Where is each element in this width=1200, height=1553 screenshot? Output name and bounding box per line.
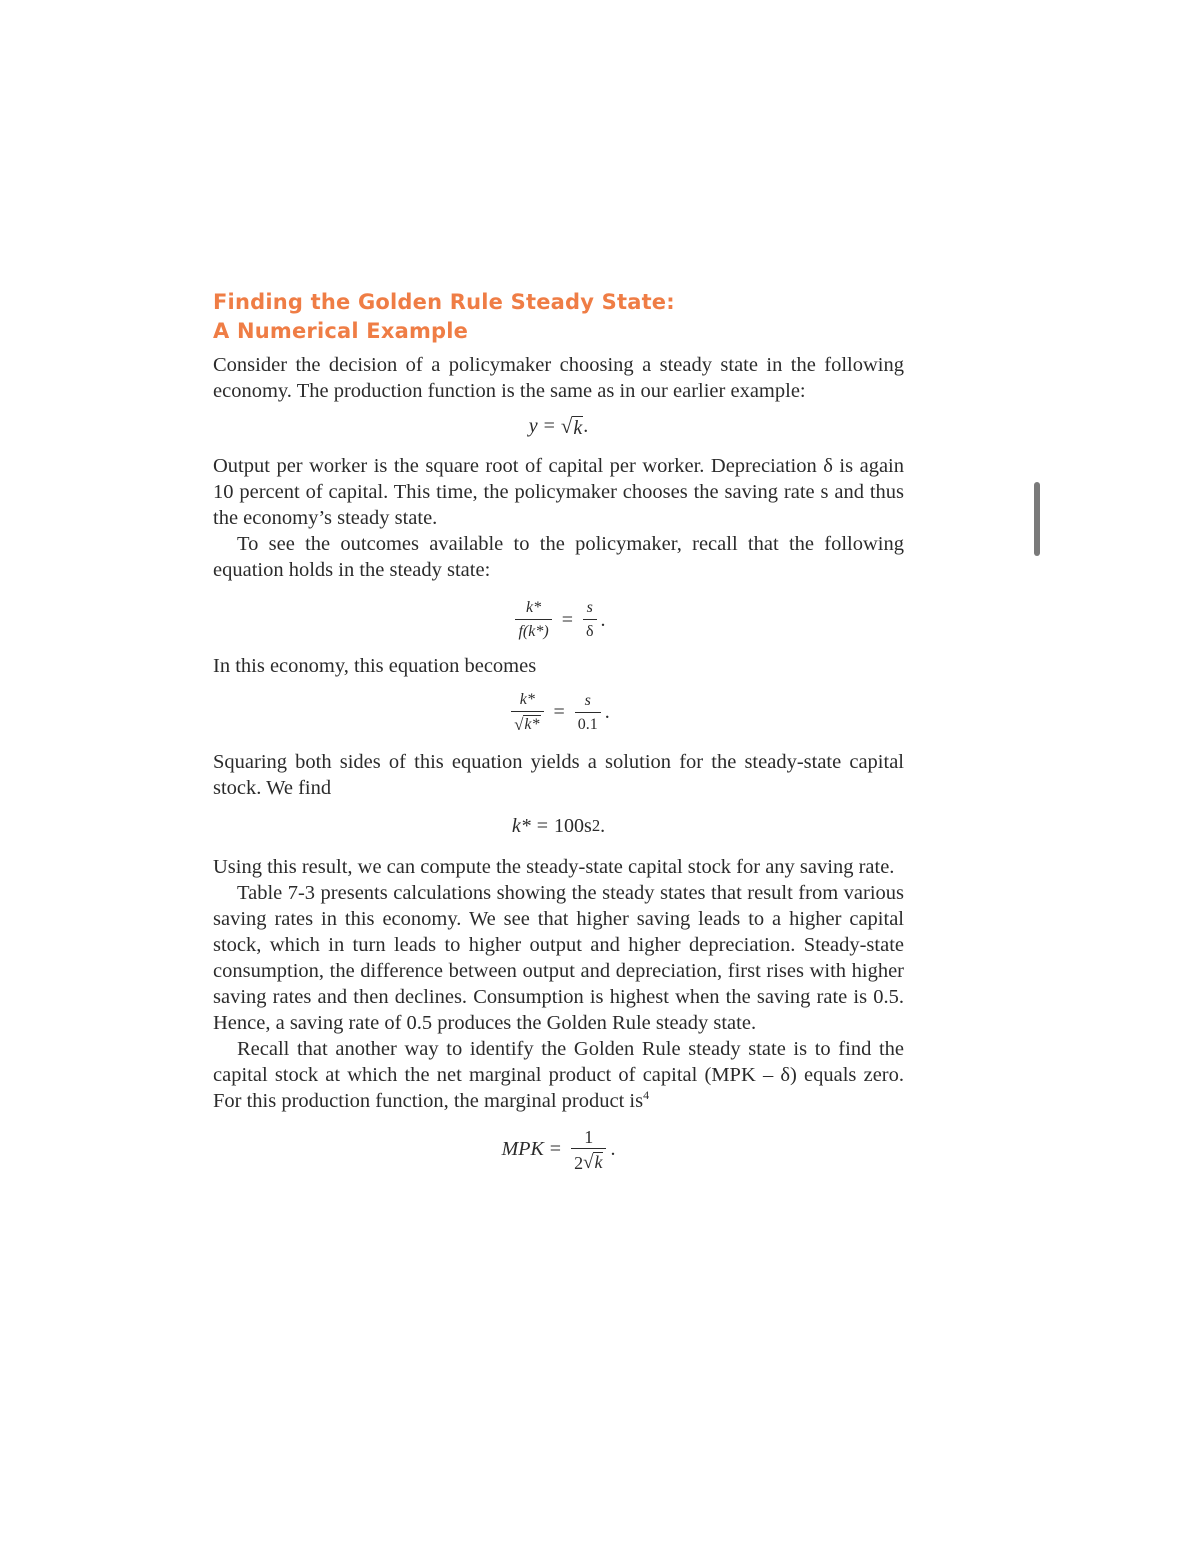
eq4-lhs: k* [511, 814, 531, 837]
eq4-period: . [600, 814, 606, 837]
paragraph-8-text: Recall that another way to identify the Golden Rule steady state is to find the capital stock at which the net marginal product of capital (MPK – δ) equals zero. For this production function, the marginal product is [213, 1037, 904, 1112]
eq3-fraction-right [575, 692, 601, 734]
eq2-num: k* [526, 599, 542, 616]
eq5-den-radicand: k [594, 1151, 603, 1172]
equation-steady-state [213, 599, 904, 641]
eq5-equals: = [549, 1138, 562, 1161]
paragraph-4: In this economy, this equation becomes [213, 655, 537, 677]
sqrt-symbol: √ k [583, 1151, 603, 1174]
eq5-lhs: MPK [501, 1138, 544, 1161]
eq3-den [511, 711, 543, 735]
eq5-period: . [610, 1138, 616, 1161]
paragraph-6: Using this result, we can compute the steady-state capital stock for any saving rate. [213, 855, 895, 878]
eq4-exponent: 2 [591, 816, 601, 836]
paragraph-7: Table 7-3 presents calculations showing the steady states that result from various saving rates in this economy. We see that higher saving leads to a higher capital stock, which in turn leads to higher output and higher depreciation. Steady-state consumption, the difference between output and depreciation, first rises with higher saving rates and then declines. Consumption is highest when the saving rate is 0.5. Hence, a saving rate of 0.5 produces the Golden Rule steady state. [213, 881, 904, 1034]
eq1-lhs: y [528, 415, 538, 437]
eq5-den-coef: 2 [574, 1152, 584, 1173]
eq2-num2: s [586, 599, 593, 616]
paragraph-8 [213, 1036, 904, 1114]
equation-economy [213, 691, 904, 735]
eq5-fraction [571, 1128, 606, 1173]
eq2-fraction-right [583, 599, 597, 641]
section-title-line-2: A Numerical Example [213, 319, 469, 343]
eq2-period: . [600, 608, 606, 631]
eq2-equals: = [561, 608, 573, 631]
eq1-period: . [583, 415, 589, 437]
eq2-den: f(k*) [515, 619, 551, 641]
eq5-den [571, 1148, 606, 1173]
eq3-num2: s [584, 691, 591, 709]
paragraph-3: To see the outcomes available to the policymaker, recall that the following equation holds in the steady state: [213, 533, 904, 581]
eq3-equals: = [553, 701, 565, 724]
eq4-equals: = [536, 814, 549, 837]
paragraph-2: Output per worker is the square root of capital per worker. Depreciation δ is again 10 percent of capital. This time, the policymaker chooses the saving rate s and thus the economy’s steady state. [213, 455, 904, 529]
equation-capital-stock [213, 815, 904, 838]
document-page [213, 288, 904, 1172]
eq3-fraction-left [511, 691, 543, 735]
sqrt-symbol: √ k* [514, 714, 540, 734]
eq5-num: 1 [584, 1126, 594, 1147]
section-title-line-1: Finding the Golden Rule Steady State: [213, 290, 675, 314]
eq3-den2: 0.1 [575, 712, 601, 734]
footnote-marker: 4 [643, 1087, 650, 1102]
section-title [213, 288, 904, 346]
paragraph-5: Squaring both sides of this equation yields a solution for the steady-state capital stock. We find [213, 750, 904, 799]
eq3-period: . [604, 701, 610, 724]
eq3-num: k* [519, 691, 535, 708]
eq2-fraction-left [515, 599, 551, 641]
equation-production-function [213, 414, 904, 439]
scrollbar-thumb[interactable] [1034, 482, 1040, 556]
equation-mpk [213, 1128, 904, 1173]
sqrt-symbol: √ k [560, 414, 583, 439]
eq1-equals: = [543, 415, 555, 437]
paragraph-1: Consider the decision of a policymaker choosing a steady state in the following economy. The production function is the same as in our earlier example: [213, 354, 904, 402]
eq4-rhs: 100s [554, 814, 592, 837]
eq1-radicand: k [573, 417, 583, 439]
eq2-den2: δ [583, 619, 597, 641]
eq3-den-radicand: k* [524, 716, 540, 733]
